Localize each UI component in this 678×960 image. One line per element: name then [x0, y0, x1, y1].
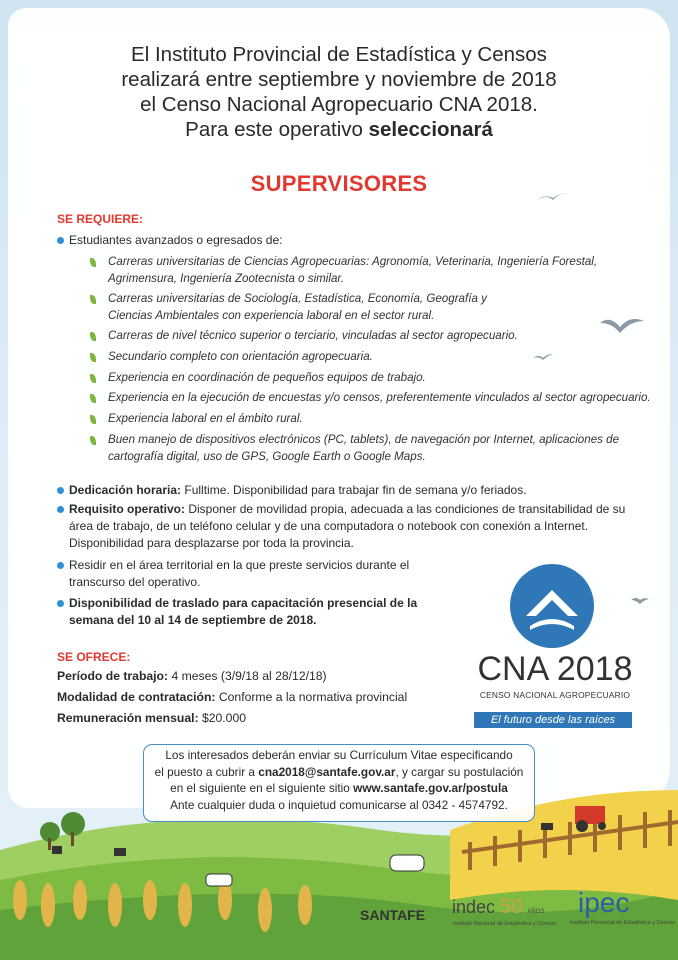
contact-url-link[interactable]: www.santafe.gov.ar/postula: [353, 781, 508, 795]
bullet-label: Dedicación horaria:: [69, 483, 182, 497]
bullet-dot-icon: [57, 487, 64, 494]
bullet-dot-icon: [57, 506, 64, 513]
contact-line: Ante cualquier duda o inquietud comunicarse al 0342 - 4574792.: [170, 797, 508, 812]
bullet-text: Residir en el área territorial en la que preste servicios durante el: [69, 558, 410, 572]
sub-item: [90, 390, 651, 407]
bullet-text: área de trabajo, de un teléfono celular y de una computadora o notebook con conexión a Internet.: [69, 519, 589, 533]
sub-item: [90, 291, 487, 324]
sub-item-line: Carreras de nivel técnico superior o terciario, vinculadas al sector agropecuario.: [108, 329, 518, 342]
sub-item-line: Experiencia laboral en el ámbito rural.: [108, 412, 303, 425]
contact-box: [143, 744, 535, 822]
offer-modality: [57, 690, 407, 704]
contact-line: Los interesados deberán enviar su Currículum Vitae especificando: [165, 748, 513, 762]
cna-tagline: El futuro desde las raíces: [474, 712, 632, 728]
indec-50: 50: [500, 896, 523, 918]
intro-line4-pre: Para este operativo: [185, 118, 369, 141]
intro-line: realizará entre septiembre y noviembre de 2018: [121, 68, 557, 91]
intro-line: el Censo Nacional Agropecuario CNA 2018.: [140, 93, 538, 116]
contact-line: [144, 764, 534, 781]
leaf-icon: [90, 332, 96, 341]
bullet-students: [57, 232, 282, 249]
leaf-icon: [90, 436, 96, 445]
bullet-label: Requisito operativo:: [69, 502, 186, 516]
sub-item: [90, 254, 597, 287]
sub-item-line: cartografía digital, uso de GPS, Google Earth o Google Maps.: [108, 449, 426, 463]
sub-item-line: Carreras universitarias de Sociología, Estadística, Economía, Geografía y: [108, 292, 487, 305]
offer-period: [57, 669, 327, 683]
offer-text: 4 meses (3/9/18 al 28/12/18): [168, 669, 327, 683]
role-title: SUPERVISORES: [250, 171, 428, 196]
bullet-text: Disponibilidad de traslado para capacitación presencial de la: [69, 596, 418, 610]
sub-item: [90, 328, 518, 345]
santafe-logo: SANTAFE: [360, 907, 426, 923]
bullet-text: Fulltime. Disponibilidad para trabajar fin de semana y/o feriados.: [181, 483, 527, 497]
bullet-dot-icon: [57, 600, 64, 607]
sub-item: [90, 411, 303, 428]
leaf-icon: [90, 394, 96, 403]
ipec-subtitle: Instituto Provincial de Estadística y Censos: [570, 920, 676, 926]
ipec-logo: ipec: [578, 887, 630, 918]
contact-line: [144, 780, 534, 797]
offers-title: SE OFRECE:: [57, 650, 131, 664]
bullet-residence: [57, 557, 409, 591]
indec-years: AÑOS: [527, 909, 545, 915]
sub-item-line: Secundario completo con orientación agropecuaria.: [108, 350, 373, 363]
indec-subtitle: Instituto Nacional de Estadística y Censos: [453, 921, 556, 927]
indec-logo: [452, 896, 544, 919]
sub-item-line: Agrimensura, Ingeniería Zootecnista o similar.: [108, 271, 345, 285]
leaf-icon: [90, 258, 96, 267]
offer-label: Remuneración mensual:: [57, 711, 199, 725]
offer-text: $20.000: [198, 711, 247, 725]
bullet-requirement: [57, 501, 657, 552]
sub-item: [90, 370, 426, 387]
bullet-dedication: [57, 482, 527, 499]
cna-logo-icon: [510, 564, 594, 648]
intro-line4-bold: seleccionará: [368, 118, 493, 141]
contact-line2-post: , y cargar su postulación: [395, 764, 524, 779]
sub-item: [90, 349, 373, 366]
bullet-text: Disponer de movilidad propia, adecuada a las condiciones de transitabilidad de su: [185, 502, 626, 516]
intro-line: [0, 117, 678, 142]
sub-item-line: Experiencia en coordinación de pequeños equipos de trabajo.: [108, 371, 426, 384]
intro-line: El Instituto Provincial de Estadística y Censos: [131, 43, 547, 66]
bullet-text: Disponibilidad para desplazarse por toda la provincia.: [69, 536, 354, 550]
contact-line3-pre: en el siguiente en el siguiente sitio: [170, 781, 354, 795]
bullet-dot-icon: [57, 562, 64, 569]
cna-logo-mark: [510, 564, 594, 648]
cna-title: CNA 2018: [477, 650, 633, 688]
sub-item-line: Carreras universitarias de Ciencias Agropecuarias: Agronomía, Veterinaria, Ingeniería Forestal,: [108, 255, 598, 268]
contact-line2-pre: el puesto a cubrir a: [154, 764, 259, 779]
leaf-icon: [90, 415, 96, 424]
offer-label: Modalidad de contratación:: [57, 690, 216, 704]
bullet-training: [57, 595, 417, 629]
bullet-dot-icon: [57, 237, 64, 244]
sub-item-line: Buen manejo de dispositivos electrónicos (PC, tablets), de navegación por Internet, aplicaciones de: [108, 433, 620, 446]
requires-title: SE REQUIERE:: [57, 212, 144, 226]
indec-wordmark: indec: [452, 897, 496, 917]
sub-item-line: Ciencias Ambientales con experiencia laboral en el sector rural.: [108, 308, 435, 322]
bullet-text: Estudiantes avanzados o egresados de:: [69, 233, 283, 247]
offer-label: Período de trabajo:: [57, 669, 169, 683]
sub-item-line: Experiencia en la ejecución de encuestas y/o censos, preferentemente vinculados al sector agropecuario.: [108, 391, 651, 404]
offer-salary: [57, 711, 246, 725]
leaf-icon: [90, 353, 96, 362]
leaf-icon: [90, 295, 96, 304]
leaf-icon: [90, 374, 96, 383]
sub-item: [90, 432, 619, 465]
contact-email-link[interactable]: cna2018@santafe.gov.ar: [258, 764, 396, 779]
intro-text: [0, 42, 678, 142]
bullet-text: transcurso del operativo.: [69, 575, 201, 589]
cna-subtitle: CENSO NACIONAL AGROPECUARIO: [479, 690, 631, 700]
bullet-text: semana del 10 al 14 de septiembre de 2018.: [69, 613, 317, 627]
offer-text: Conforme a la normativa provincial: [215, 690, 408, 704]
